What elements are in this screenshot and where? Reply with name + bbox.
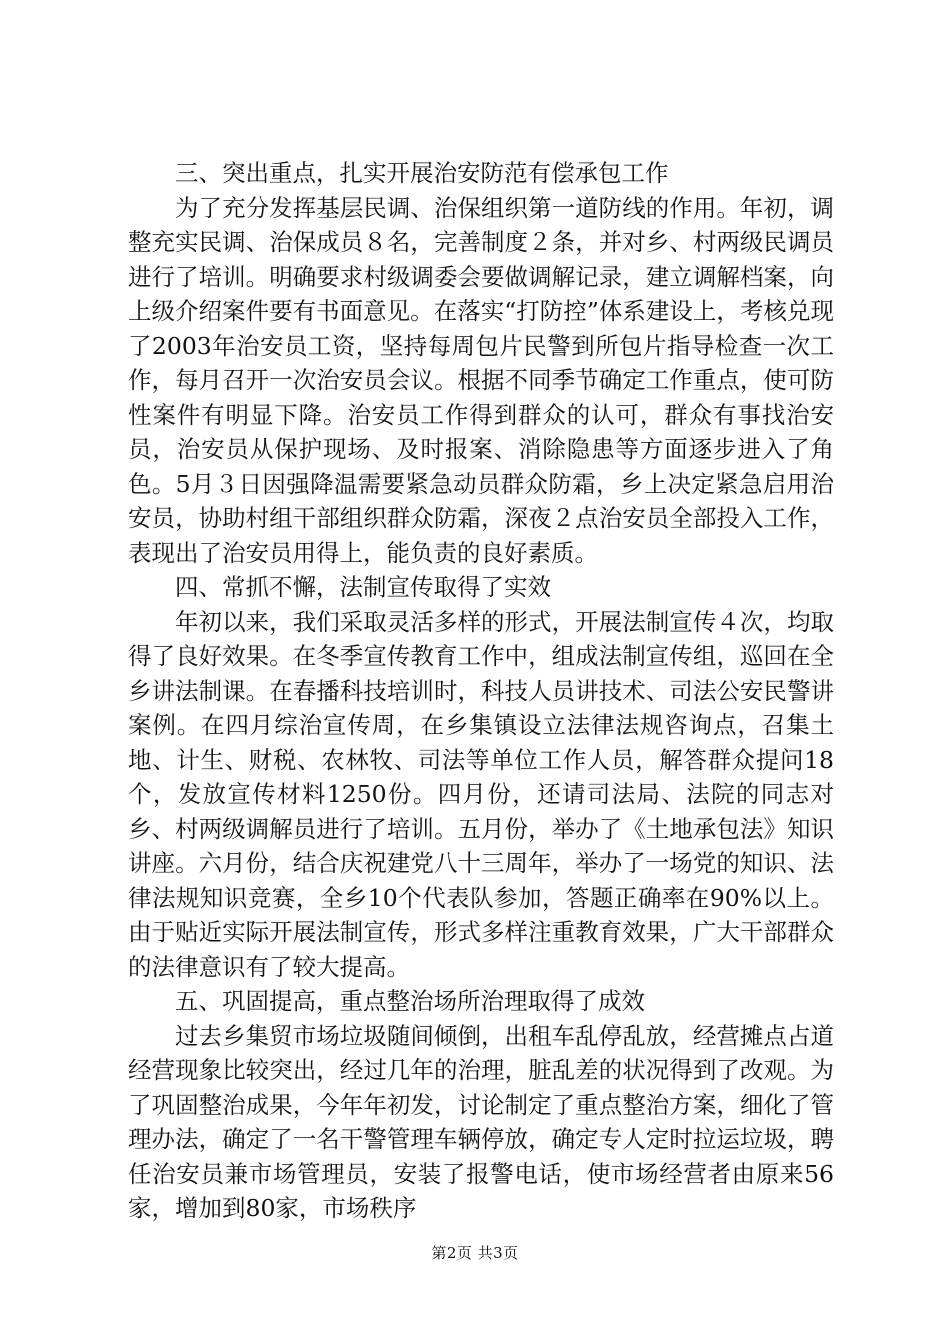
section-paragraph-5: 过去乡集贸市场垃圾随间倾倒，出租车乱停乱放，经营摊点占道经营现象比较突出，经过几年的治理，脏乱差的状况得到了改观。为了巩固整治成果，今年年初发，讨论制定了重点整治方案，细化了管理办法，确定了一名干警管理车辆停放，确定专人定时拉运垃圾，聘任治安员兼市场管理员，安装了报警电话，使市场经营者由原来56家，增加到80家，市场秩序: [128, 1021, 834, 1222]
section-paragraph-3: 为了充分发挥基层民调、治保组织第一道防线的作用。年初，调整充实民调、治保成员８名，完善制度２条，并对乡、村两级民调员进行了培训。明确要求村级调委会要做调解记录，建立调解档案，向上级介绍案件要有书面意见。在落实“打防控”体系建设上，考核兑现了2003年治安员工资，坚持每周包片民警到所包片指导检查一次工作，每月召开一次治安员会议。根据不同季节确定工作重点，使可防性案件有明显下降。治安员工作得到群众的认可，群众有事找治安员，治安员从保护现场、及时报案、消除隐患等方面逐步进入了角色。5月３日因强降温需要紧急动员群众防霜，乡上决定紧急启用治安员，协助村组干部组织群众防霜，深夜２点治安员全部投入工作，表现出了治安员用得上，能负责的良好素质。: [128, 193, 834, 567]
section-heading-4: 四、常抓不懈，法制宣传取得了实效: [175, 573, 551, 601]
page-footer: 第2页 共3页: [431, 1244, 519, 1262]
section-heading-5: 五、巩固提高，重点整治场所治理取得了成效: [175, 987, 645, 1015]
section-heading-3: 三、突出重点，扎实开展治安防范有偿承包工作: [175, 159, 669, 187]
section-paragraph-4: 年初以来，我们采取灵活多样的形式，开展法制宣传４次，均取得了良好效果。在冬季宣传教育工作中，组成法制宣传组，巡回在全乡讲法制课。在春播科技培训时，科技人员讲技术、司法公安民警讲案例。在四月综治宣传周，在乡集镇设立法律法规咨询点，召集土地、计生、财税、农林牧、司法等单位工作人员，解答群众提问18个，发放宣传材料1250份。四月份，还请司法局、法院的同志对乡、村两级调解员进行了培训。五月份，举办了《土地承包法》知识讲座。六月份，结合庆祝建党八十三周年，举办了一场党的知识、法律法规知识竞赛，全乡10个代表队参加，答题正确率在90%以上。由于贴近实际开展法制宣传，形式多样注重教育效果，广大干部群众的法律意识有了较大提高。: [128, 607, 834, 981]
document-body: [128, 156, 834, 1226]
